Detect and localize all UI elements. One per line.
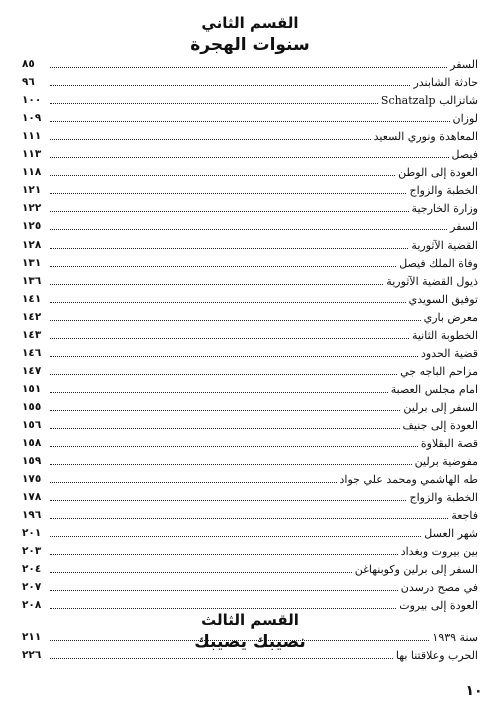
section-subheading: نصيبك يصيبك — [194, 632, 306, 652]
toc-entry-title: سنة ١٩٣٩ — [432, 631, 478, 645]
toc-entry-title: بين بيروت وبغداد — [400, 545, 478, 559]
toc-entry-title: شاتزالب Schatzalp — [380, 94, 478, 108]
page-number: ١٠ — [465, 683, 483, 699]
toc-entry-page: ١٩٦ — [22, 509, 42, 522]
toc-entry — [22, 522, 478, 540]
toc-entry-page: ٢٢٦ — [22, 649, 42, 662]
toc-entry — [22, 378, 478, 396]
dot-leader — [50, 482, 337, 483]
toc-entry-title: العودة إلى بيروت — [399, 599, 478, 613]
toc-entry-page: ١١٣ — [22, 148, 42, 161]
toc-entry — [22, 107, 478, 125]
toc-entry — [22, 288, 478, 306]
toc-entry-page: ١٧٥ — [22, 473, 42, 486]
dot-leader — [50, 464, 412, 465]
toc-entry — [22, 432, 478, 450]
toc-entry-title: لوزان — [452, 112, 478, 126]
dot-leader — [50, 658, 393, 659]
toc-entry-page: ١٤٦ — [22, 346, 42, 359]
dot-leader — [50, 428, 400, 429]
dot-leader — [50, 284, 383, 285]
toc-entry — [22, 233, 478, 251]
toc-entry-page: ١٥٥ — [22, 400, 42, 413]
toc-entry-page: ١٤٧ — [22, 364, 42, 377]
dot-leader — [50, 302, 406, 303]
toc-entry-title: الخطبة والزواج — [409, 184, 478, 198]
toc-entry-title: المعاهدة ونوري السعيد — [373, 130, 478, 144]
toc-entry-page: ٨٥ — [22, 58, 35, 71]
toc-entry — [22, 324, 478, 342]
toc-entry-page: ٢٠٤ — [22, 563, 42, 576]
toc-entry-page: ١١١ — [22, 130, 42, 143]
toc-entry — [22, 215, 478, 233]
toc-entry-title: السفر — [450, 220, 478, 234]
toc-entry — [22, 594, 478, 612]
toc-entry-page: ١٣٦ — [22, 274, 42, 287]
toc-entry — [22, 179, 478, 197]
toc-entry — [22, 540, 478, 558]
toc-entry-title: مزاحم الباجه جي — [400, 364, 478, 378]
toc-entry — [22, 360, 478, 378]
toc-entry-page: ١٣١ — [22, 256, 42, 269]
toc-entry — [22, 306, 478, 324]
toc-entry — [22, 161, 478, 179]
toc-entry — [22, 414, 478, 432]
toc-entry — [22, 125, 478, 143]
dot-leader — [50, 211, 409, 212]
toc-entry-page: ٢٠٣ — [22, 545, 42, 558]
toc-entry-title: الخطوبة الثانية — [411, 328, 478, 342]
dot-leader — [50, 67, 447, 68]
toc-entry-page: ١٢٢ — [22, 202, 42, 215]
toc-entry-title: القضية الآثورية — [411, 238, 478, 252]
toc-entry — [22, 143, 478, 161]
toc-entry-page: ١٠٠ — [22, 94, 42, 107]
dot-leader — [50, 536, 421, 537]
toc-entry-page: ٩٦ — [22, 76, 35, 89]
toc-entry — [22, 468, 478, 486]
toc-list — [22, 53, 478, 612]
toc-entry-title: حادثة الشابندر — [413, 76, 478, 90]
toc-entry-page: ١٥٦ — [22, 418, 42, 431]
toc-entry-title: فاجعة — [451, 509, 478, 523]
toc-entry-page: ١٥٨ — [22, 437, 42, 450]
dot-leader — [50, 85, 410, 86]
dot-leader — [50, 356, 418, 357]
toc-entry — [22, 450, 478, 468]
toc-entry-title: وفاة الملك فيصل — [399, 256, 478, 270]
toc-entry-title: العودة إلى جنيف — [402, 418, 478, 432]
dot-leader — [50, 410, 400, 411]
toc-entry-title: العودة إلى الوطن — [398, 166, 478, 180]
dot-leader — [50, 338, 409, 339]
toc-entry-title: الحرب وعلاقتنا بها — [395, 649, 478, 663]
dot-leader — [50, 139, 371, 140]
toc-entry-page: ١٤١ — [22, 292, 42, 305]
dot-leader — [50, 446, 418, 447]
toc-entry-title: معرض باري — [423, 310, 478, 324]
toc-entry-title: السفر إلى برلين — [403, 400, 478, 414]
toc-entry-title: السفر إلى برلين وكوبنهاغن — [354, 563, 478, 577]
toc-entry-title: في مصح درسدن — [400, 581, 478, 595]
toc-list — [22, 626, 478, 662]
toc-entry — [22, 558, 478, 576]
dot-leader — [50, 554, 398, 555]
dot-leader — [50, 572, 352, 573]
dot-leader — [50, 157, 449, 158]
toc-entry — [22, 270, 478, 288]
dot-leader — [50, 500, 406, 501]
dot-leader — [50, 518, 448, 519]
toc-entry-page: ٢٠٧ — [22, 581, 42, 594]
toc-entry — [22, 486, 478, 504]
toc-entry-title: طه الهاشمي ومحمد علي جواد — [339, 473, 478, 487]
toc-entry — [22, 53, 478, 71]
toc-entry-page: ١٢٥ — [22, 220, 42, 233]
dot-leader — [50, 266, 396, 267]
toc-entry-page: ٢١١ — [22, 631, 42, 644]
toc-entry-title: الخطبة والزواج — [409, 491, 478, 505]
toc-entry — [22, 89, 478, 107]
toc-entry-page: ١٤٣ — [22, 328, 42, 341]
toc-entry-title: ذيول القضية الآثورية — [386, 274, 478, 288]
toc-entry — [22, 626, 478, 644]
toc-entry-page: ١٧٨ — [22, 491, 42, 504]
toc-entry-title: امام مجلس العصبة — [390, 382, 478, 396]
toc-entry-page: ١٢٨ — [22, 238, 42, 251]
toc-entry-page: ١٤٢ — [22, 310, 42, 323]
dot-leader — [50, 392, 388, 393]
section-heading: القسم الثاني — [201, 14, 299, 32]
toc-entry — [22, 644, 478, 662]
toc-entry — [22, 71, 478, 89]
toc-entry — [22, 252, 478, 270]
toc-entry-page: ٢٠٨ — [22, 599, 42, 612]
toc-entry-title: فيصل — [451, 148, 478, 162]
toc-entry-title: وزارة الخارجية — [411, 202, 478, 216]
section-subheading: سنوات الهجرة — [190, 35, 310, 55]
toc-entry-title: مفوضية برلين — [414, 455, 478, 469]
dot-leader — [50, 320, 421, 321]
dot-leader — [50, 374, 397, 375]
toc-entry — [22, 197, 478, 215]
dot-leader — [50, 103, 378, 104]
toc-entry-title: توفيق السويدي — [408, 292, 478, 306]
dot-leader — [50, 590, 398, 591]
toc-entry-title: شهر العسل — [424, 527, 478, 541]
section-heading: القسم الثالث — [201, 611, 299, 629]
toc-entry — [22, 576, 478, 594]
toc-entry-title: قضية الحدود — [420, 346, 478, 360]
toc-entry-title: قصة البقلاوة — [420, 437, 478, 451]
toc-entry-page: ١٠٩ — [22, 112, 42, 125]
toc-entry-page: ١٥٩ — [22, 455, 42, 468]
toc-entry — [22, 504, 478, 522]
dot-leader — [50, 229, 447, 230]
toc-entry-page: ١٢١ — [22, 184, 42, 197]
dot-leader — [50, 175, 395, 176]
toc-entry-title: السفر — [450, 58, 478, 72]
toc-entry-page: ١٥١ — [22, 382, 42, 395]
dot-leader — [50, 608, 396, 609]
dot-leader — [50, 248, 408, 249]
dot-leader — [50, 193, 406, 194]
toc-entry — [22, 396, 478, 414]
dot-leader — [50, 121, 450, 122]
toc-entry-page: ١١٨ — [22, 166, 42, 179]
toc-entry — [22, 342, 478, 360]
toc-entry-page: ٢٠١ — [22, 527, 42, 540]
dot-leader — [50, 640, 429, 641]
